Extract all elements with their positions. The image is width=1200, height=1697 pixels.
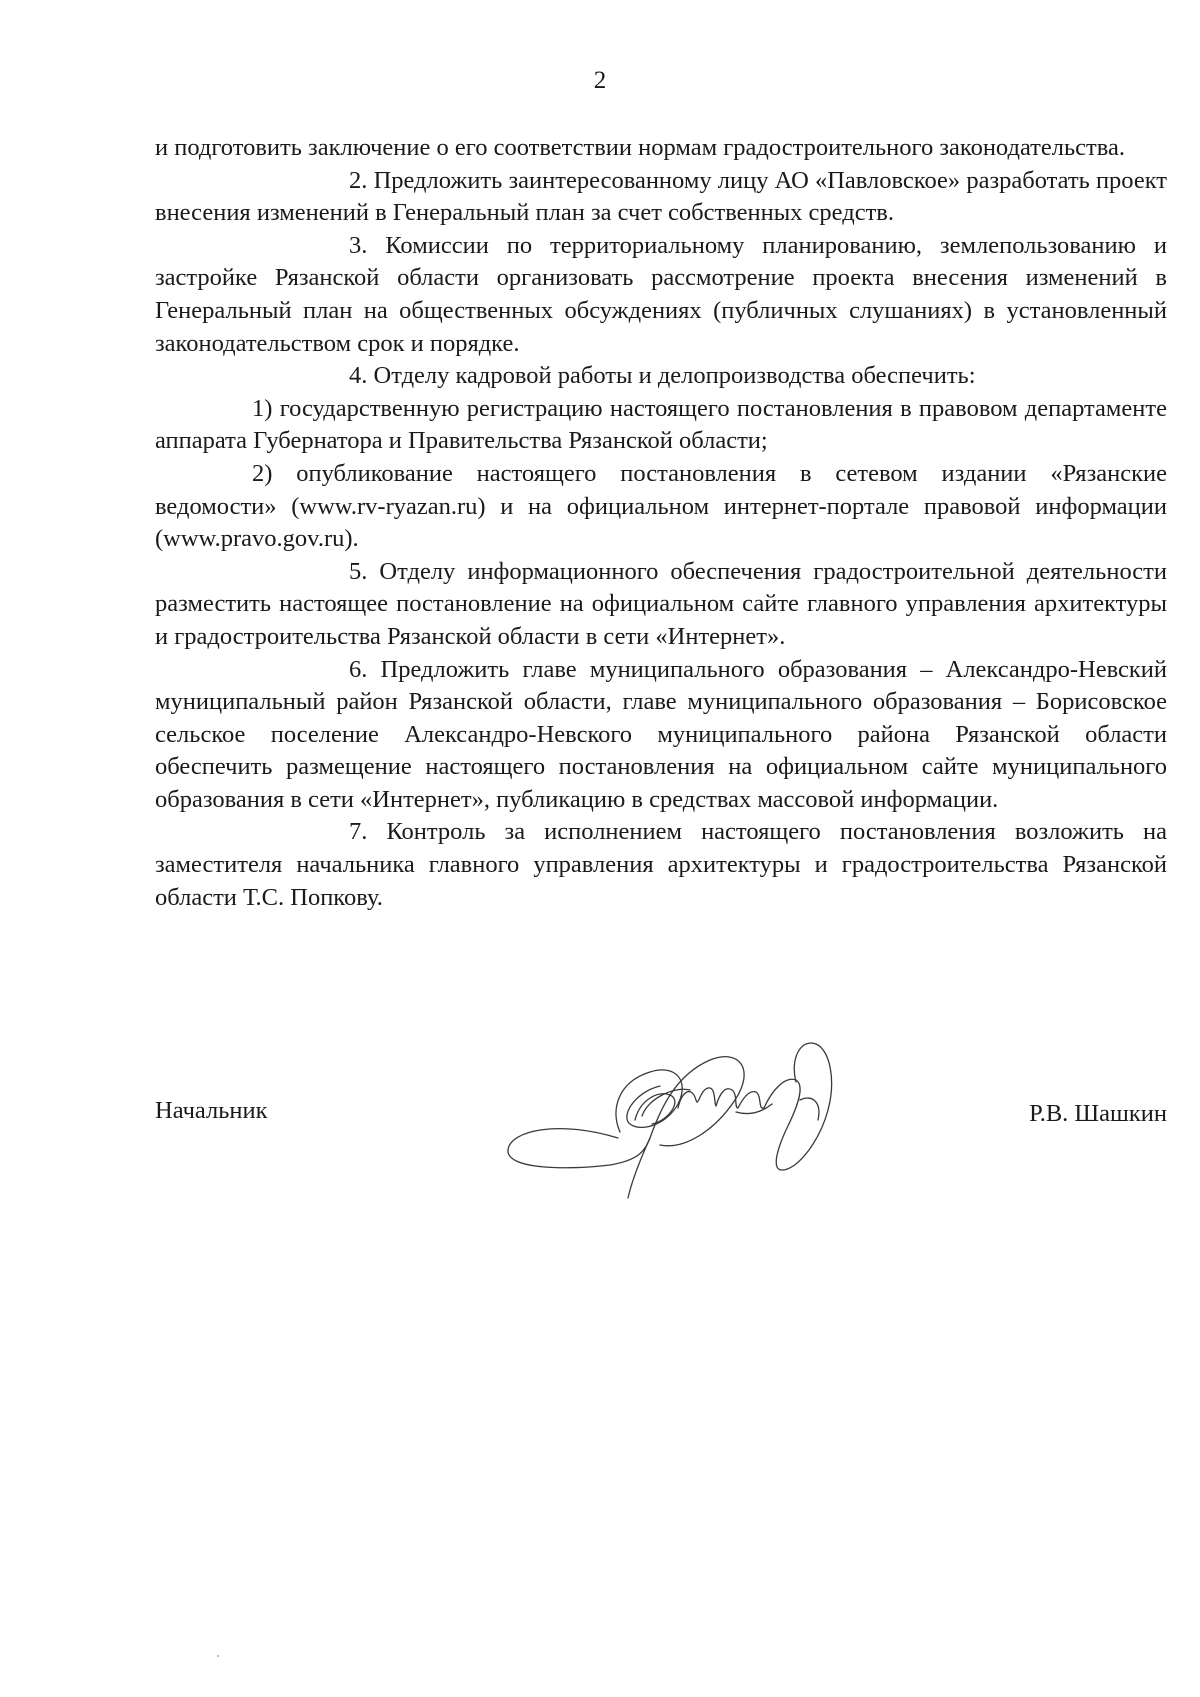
paragraph-number: 4.	[349, 362, 368, 390]
paragraph-text: Комиссии по территориальному планированию, землепользованию и застройке Рязанской области организовать рассмотрение проекта внесения изменений в Генеральный план на общественных обсуждениях (публичных слушаниях) в установленный законодательством срок и порядке.	[155, 231, 1167, 357]
paragraph-text: государственную регистрацию настоящего постановления в правовом департаменте аппарата Губернатора и Правительства Рязанской области;	[155, 394, 1167, 455]
paragraph-number: 7.	[349, 818, 368, 846]
paragraph-text: Контроль за исполнением настоящего постановления возложить на заместителя начальника главного управления архитектуры и градостроительства Рязанской области Т.С. Попкову.	[155, 818, 1168, 911]
paragraph-item-3	[155, 230, 1167, 360]
paragraph-item-2	[155, 165, 1167, 230]
document-body	[155, 132, 1167, 914]
paragraph-number: 5.	[349, 557, 368, 585]
paragraph-subitem-2	[155, 458, 1167, 556]
signatory-name: Р.В. Шашкин	[1029, 1100, 1167, 1127]
paragraph-item-6	[155, 654, 1167, 817]
paragraph-number: 2.	[349, 166, 368, 194]
paragraph-continuation	[155, 132, 1167, 165]
page-number: 2	[593, 67, 607, 94]
paragraph-number: 6.	[349, 655, 368, 683]
paragraph-subitem-1	[155, 393, 1167, 458]
signature-block	[155, 1095, 1167, 1135]
paragraph-number: 1)	[252, 394, 273, 422]
paragraph-number: 2)	[252, 459, 273, 487]
paragraph-text: опубликование настоящего постановления в сетевом издании «Рязанские ведомости» (www.rv-ryazan.ru) и на официальном интернет-портале правовой информации (www.pravo.gov.ru).	[155, 459, 1167, 553]
paragraph-item-7	[155, 816, 1167, 914]
paragraph-text: и подготовить заключение о его соответствии нормам градостроительного законодательства.	[155, 134, 1125, 161]
paragraph-text: Предложить заинтересованному лицу АО «Павловское» разработать проект внесения изменений в Генеральный план за счет собственных средств.	[155, 166, 1168, 227]
signatory-position: Начальник	[155, 1097, 268, 1124]
scan-artifact	[217, 1655, 219, 1657]
paragraph-text: Предложить главе муниципального образования – Александро-Невский муниципальный район Рязанской области, главе муниципального образования – Борисовское сельское поселение Александро-Невского муниципального района Рязанской области обеспечить размещение настоящего постановления на официальном сайте муниципального образования в сети «Интернет», публикацию в средствах массовой информации.	[155, 655, 1167, 813]
paragraph-text: Отделу информационного обеспечения градостроительной деятельности разместить настоящее постановление на официальном сайте главного управления архитектуры и градостроительства Рязанской области в сети «Интернет».	[155, 557, 1167, 650]
paragraph-text: Отделу кадровой работы и делопроизводства обеспечить:	[373, 362, 976, 390]
paragraph-item-5	[155, 556, 1167, 654]
paragraph-item-4	[155, 360, 1167, 393]
paragraph-number: 3.	[349, 231, 368, 259]
